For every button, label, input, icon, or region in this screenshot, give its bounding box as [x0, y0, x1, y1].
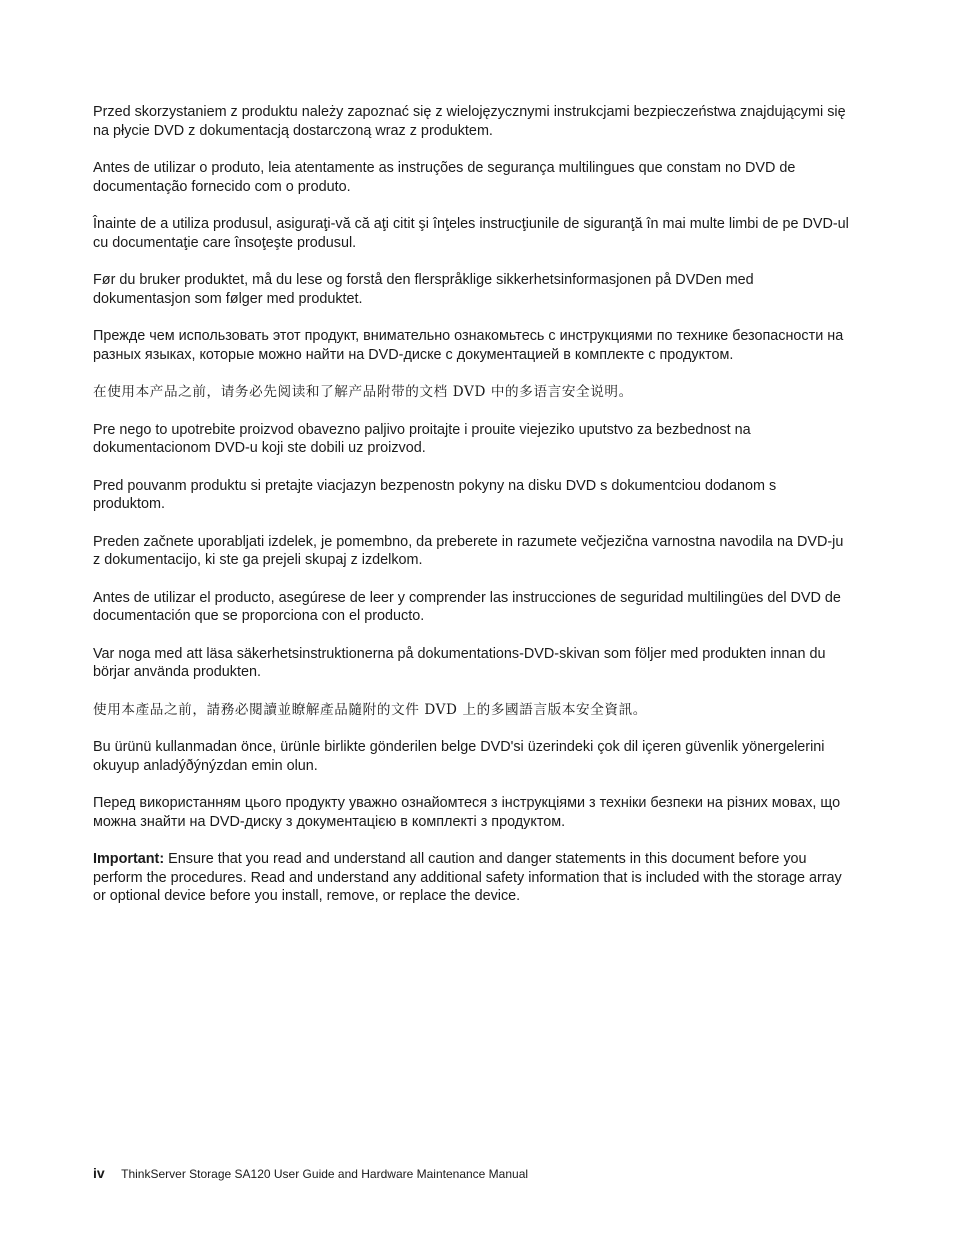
notice-portuguese: Antes de utilizar o produto, leia atentamente as instruções de segurança multilingues que constam no DVD de documentação fornecido com o produto. [93, 160, 796, 195]
notice-serbian: Pre nego to upotrebite proizvod obavezno paljivo proitajte i prouite viejeziko uputstvo za bezbednost na dokumentacionom DVD-u koji ste dobili uz proizvod. [93, 421, 751, 456]
notice-slovenian: Preden začnete uporabljati izdelek, je pomembno, da preberete in razumete večjezična varnostna navodila na DVD-ju z dokumentacijo, ki ste ga prejeli skupaj z izdelkom. [93, 533, 844, 568]
notice-polish: Przed skorzystaniem z produktu należy zapoznać się z wielojęzycznymi instrukcjami bezpieczeństwa znajdującymi się na płycie DVD z dokumentacją dostarczoną wraz z produktem. [93, 104, 846, 139]
notice-slovak: Pred pouvanm produktu si pretajte viacjazyn bezpenostn pokyny na disku DVD s dokumentciou dodanom s produktom. [93, 477, 777, 512]
important-label: Important: [93, 851, 165, 867]
notice-romanian: Înainte de a utiliza produsul, asiguraţi-vă că aţi citit şi înţeles instrucţiunile de siguranţă în mai multe limbi de pe DVD-ul cu documentaţie care însoţeşte produsul. [93, 216, 849, 251]
notice-simplified-chinese: 在使用本产品之前，请务必先阅读和了解产品附带的文档 DVD 中的多语言安全说明。 [93, 384, 633, 400]
important-note [93, 850, 849, 906]
notice-turkish: Bu ürünü kullanmadan önce, ürünle birlikte gönderilen belge DVD'si üzerindeki çok dil içeren güvenlik yönergelerini okuyup anladýðýnýzdan emin olun. [93, 739, 825, 774]
notice-spanish: Antes de utilizar el producto, asegúrese de leer y comprender las instrucciones de seguridad multilingües del DVD de documentación que se proporciona con el producto. [93, 589, 841, 624]
page-number: iv [93, 1165, 105, 1181]
notice-swedish: Var noga med att läsa säkerhetsinstruktionerna på dokumentations-DVD-skivan som följer med produkten innan du börjar använda produkten. [93, 645, 826, 680]
important-text: Ensure that you read and understand all caution and danger statements in this document before you perform the procedures. Read and understand any additional safety information that is included with the storage array or optional device before you install, remove, or replace the device. [93, 851, 842, 904]
notice-norwegian: Før du bruker produktet, må du lese og forstå den flerspråklige sikkerhetsinformasjonen på DVDen med dokumentasjon som følger med produktet. [93, 272, 754, 307]
notice-traditional-chinese: 使用本產品之前，請務必閱讀並瞭解產品隨附的文件 DVD 上的多國語言版本安全資訊。 [93, 701, 647, 718]
footer-title: ThinkServer Storage SA120 User Guide and Hardware Maintenance Manual [121, 1167, 529, 1181]
notice-russian: Прежде чем использовать этот продукт, внимательно ознакомьтесь с инструкциями по технике безопасности на разных языках, которые можно найти на DVD-диске с документацией в комплекте с продуктом. [93, 328, 844, 363]
page-footer [93, 1165, 853, 1183]
safety-notice-body [93, 103, 849, 925]
notice-ukrainian: Перед використанням цього продукту уважно ознайомтеся з інструкціями з техніки безпеки на різних мовах, що можна знайти на DVD-диску з документацією в комплекті з продуктом. [93, 795, 841, 830]
